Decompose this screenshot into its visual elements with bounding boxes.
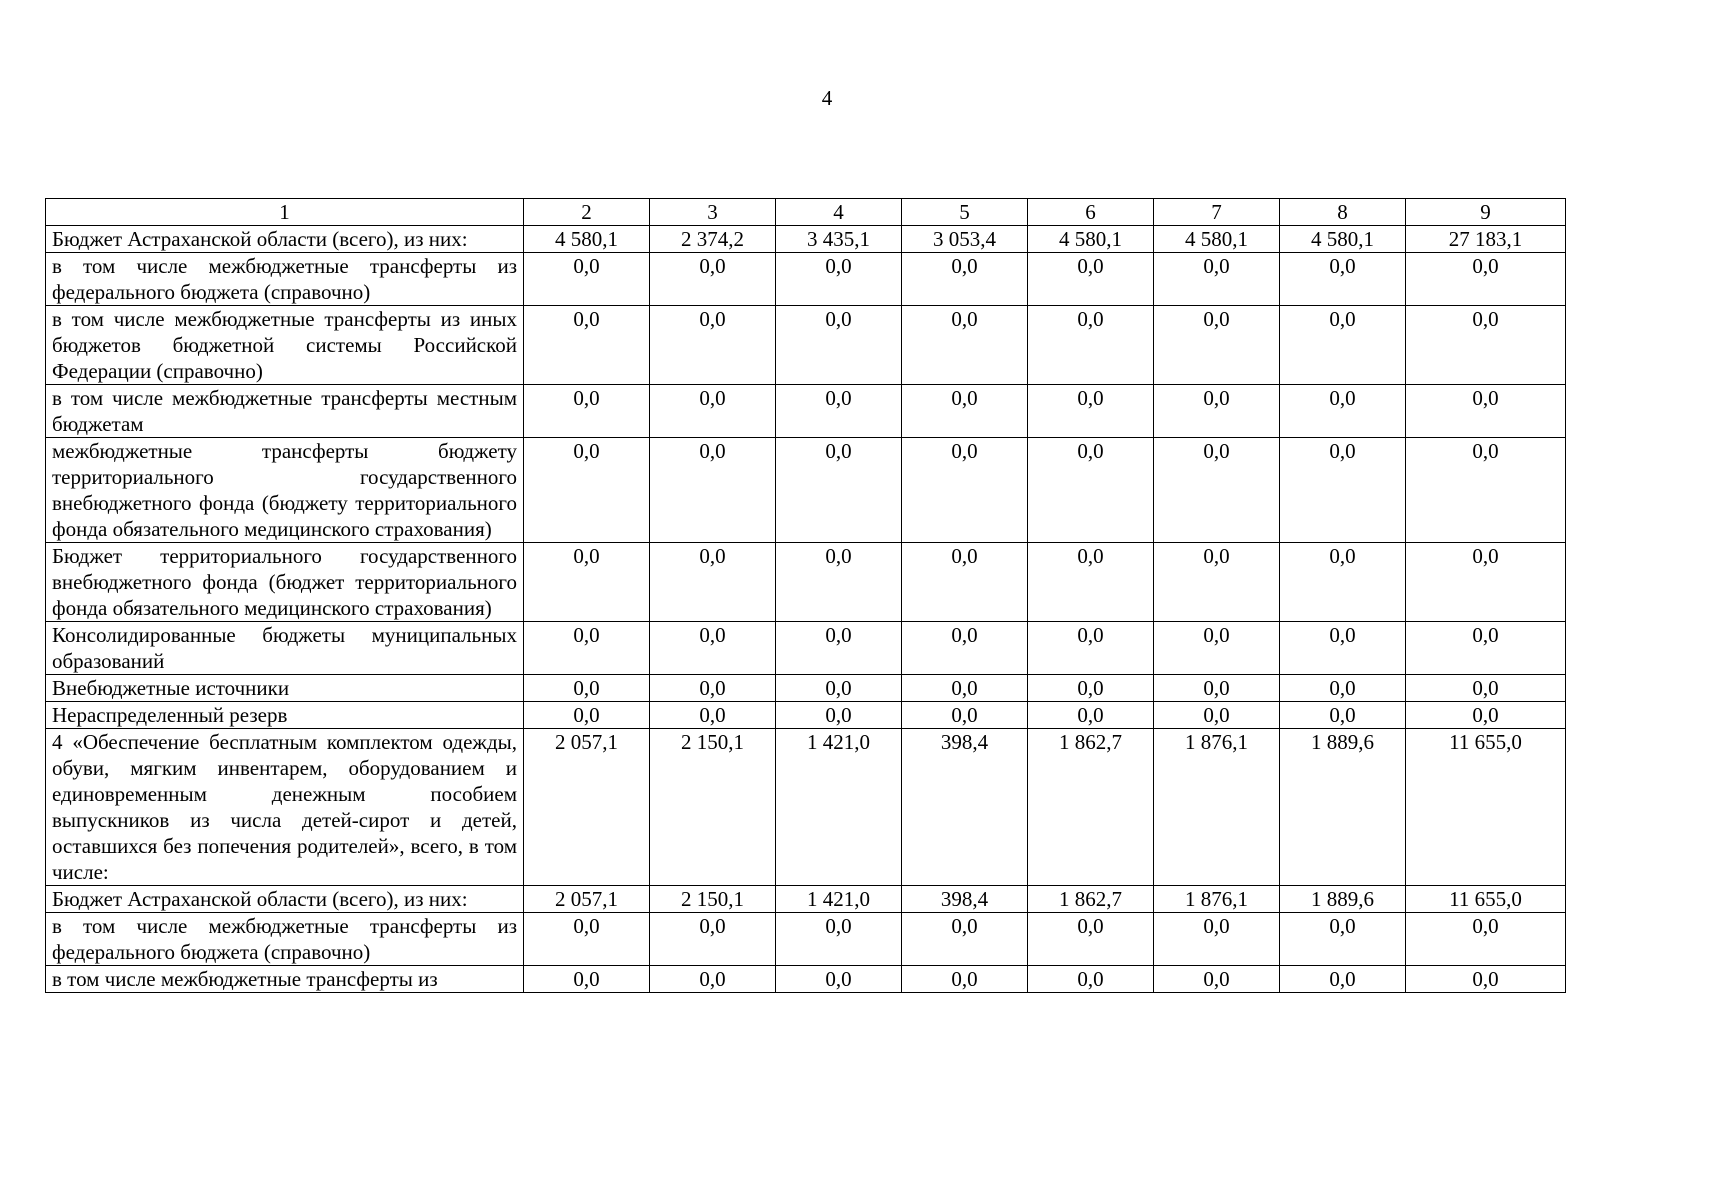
- value-cell: 0,0: [902, 438, 1028, 543]
- value-cell: 0,0: [650, 385, 776, 438]
- value-cell: 0,0: [1154, 385, 1280, 438]
- value-cell: 0,0: [650, 675, 776, 702]
- value-cell: 0,0: [524, 438, 650, 543]
- value-cell: 0,0: [902, 913, 1028, 966]
- column-header: 4: [776, 199, 902, 226]
- value-cell: 0,0: [1154, 622, 1280, 675]
- value-cell: 0,0: [1154, 702, 1280, 729]
- table-row: [46, 438, 1566, 543]
- value-cell: 0,0: [1280, 385, 1406, 438]
- value-cell: 0,0: [524, 253, 650, 306]
- value-cell: 0,0: [1154, 675, 1280, 702]
- value-cell: 0,0: [1154, 438, 1280, 543]
- value-cell: 0,0: [902, 966, 1028, 993]
- value-cell: 0,0: [776, 622, 902, 675]
- value-cell: 0,0: [524, 385, 650, 438]
- value-cell: 0,0: [650, 966, 776, 993]
- table-row: [46, 543, 1566, 622]
- row-label: межбюджетные трансферты бюджету территориального государственного внебюджетного фонда (бюджету территориального фонда обязательного медицинского страхования): [46, 438, 524, 543]
- value-cell: 2 150,1: [650, 729, 776, 886]
- value-cell: 0,0: [776, 913, 902, 966]
- value-cell: 0,0: [902, 306, 1028, 385]
- value-cell: 0,0: [524, 543, 650, 622]
- value-cell: 0,0: [650, 622, 776, 675]
- value-cell: 1 889,6: [1280, 886, 1406, 913]
- column-header: 8: [1280, 199, 1406, 226]
- value-cell: 0,0: [776, 306, 902, 385]
- table-row: [46, 886, 1566, 913]
- value-cell: 2 150,1: [650, 886, 776, 913]
- value-cell: 0,0: [524, 622, 650, 675]
- value-cell: 11 655,0: [1406, 729, 1566, 886]
- value-cell: 0,0: [1154, 543, 1280, 622]
- value-cell: 0,0: [524, 306, 650, 385]
- value-cell: 1 421,0: [776, 886, 902, 913]
- value-cell: 0,0: [902, 253, 1028, 306]
- value-cell: 0,0: [1028, 543, 1154, 622]
- value-cell: 4 580,1: [524, 226, 650, 253]
- value-cell: 0,0: [776, 702, 902, 729]
- value-cell: 0,0: [650, 306, 776, 385]
- value-cell: 0,0: [524, 675, 650, 702]
- value-cell: 1 889,6: [1280, 729, 1406, 886]
- value-cell: 0,0: [650, 543, 776, 622]
- row-label: Нераспределенный резерв: [46, 702, 524, 729]
- budget-table: [45, 198, 1566, 993]
- value-cell: 0,0: [1028, 438, 1154, 543]
- value-cell: 1 862,7: [1028, 886, 1154, 913]
- value-cell: 0,0: [1280, 306, 1406, 385]
- column-header: 3: [650, 199, 776, 226]
- value-cell: 4 580,1: [1280, 226, 1406, 253]
- value-cell: 0,0: [1406, 675, 1566, 702]
- table-row: [46, 966, 1566, 993]
- value-cell: 0,0: [1406, 438, 1566, 543]
- value-cell: 0,0: [1280, 702, 1406, 729]
- value-cell: 0,0: [1280, 253, 1406, 306]
- value-cell: 0,0: [1406, 253, 1566, 306]
- value-cell: 0,0: [1280, 913, 1406, 966]
- table-row: [46, 729, 1566, 886]
- value-cell: 3 053,4: [902, 226, 1028, 253]
- value-cell: 0,0: [650, 702, 776, 729]
- table-row: [46, 385, 1566, 438]
- value-cell: 0,0: [1280, 543, 1406, 622]
- row-label: в том числе межбюджетные трансферты из федерального бюджета (справочно): [46, 253, 524, 306]
- value-cell: 2 057,1: [524, 886, 650, 913]
- value-cell: 0,0: [1028, 622, 1154, 675]
- row-label: 4 «Обеспечение бесплатным комплектом одежды, обуви, мягким инвентарем, оборудованием и единовременным денежным пособием выпускников из числа детей-сирот и детей, оставшихся без попечения родителей», всего, в том числе:: [46, 729, 524, 886]
- column-header: 5: [902, 199, 1028, 226]
- value-cell: 0,0: [650, 913, 776, 966]
- value-cell: 2 057,1: [524, 729, 650, 886]
- value-cell: 0,0: [1406, 385, 1566, 438]
- column-header: 1: [46, 199, 524, 226]
- value-cell: 1 876,1: [1154, 886, 1280, 913]
- column-header: 2: [524, 199, 650, 226]
- row-label: в том числе межбюджетные трансферты местным бюджетам: [46, 385, 524, 438]
- row-label: в том числе межбюджетные трансферты из: [46, 966, 524, 993]
- value-cell: 0,0: [1406, 306, 1566, 385]
- value-cell: 0,0: [650, 438, 776, 543]
- column-header: 7: [1154, 199, 1280, 226]
- value-cell: 0,0: [1028, 702, 1154, 729]
- value-cell: 0,0: [1280, 622, 1406, 675]
- table-row: [46, 675, 1566, 702]
- value-cell: 0,0: [776, 438, 902, 543]
- value-cell: 0,0: [776, 385, 902, 438]
- table-row: [46, 253, 1566, 306]
- value-cell: 0,0: [1028, 675, 1154, 702]
- value-cell: 0,0: [1154, 913, 1280, 966]
- value-cell: 0,0: [902, 702, 1028, 729]
- value-cell: 0,0: [1406, 622, 1566, 675]
- table-row: [46, 622, 1566, 675]
- table-row: [46, 913, 1566, 966]
- value-cell: 0,0: [1406, 543, 1566, 622]
- value-cell: 4 580,1: [1028, 226, 1154, 253]
- value-cell: 398,4: [902, 886, 1028, 913]
- value-cell: 27 183,1: [1406, 226, 1566, 253]
- value-cell: 0,0: [902, 622, 1028, 675]
- value-cell: 0,0: [1406, 702, 1566, 729]
- value-cell: 1 876,1: [1154, 729, 1280, 886]
- value-cell: 0,0: [650, 253, 776, 306]
- value-cell: 2 374,2: [650, 226, 776, 253]
- value-cell: 0,0: [1280, 675, 1406, 702]
- table-row: [46, 226, 1566, 253]
- value-cell: 0,0: [1028, 306, 1154, 385]
- row-label: Бюджет территориального государственного внебюджетного фонда (бюджет территориального фонда обязательного медицинского страхования): [46, 543, 524, 622]
- table-row: [46, 702, 1566, 729]
- value-cell: 1 421,0: [776, 729, 902, 886]
- value-cell: 0,0: [1028, 966, 1154, 993]
- column-header: 9: [1406, 199, 1566, 226]
- row-label: Консолидированные бюджеты муниципальных образований: [46, 622, 524, 675]
- value-cell: 0,0: [524, 702, 650, 729]
- row-label: в том числе межбюджетные трансферты из иных бюджетов бюджетной системы Российской Федерации (справочно): [46, 306, 524, 385]
- value-cell: 0,0: [902, 675, 1028, 702]
- row-label: в том числе межбюджетные трансферты из федерального бюджета (справочно): [46, 913, 524, 966]
- value-cell: 0,0: [1280, 438, 1406, 543]
- table-row: [46, 306, 1566, 385]
- table-body: [46, 226, 1566, 993]
- value-cell: 0,0: [902, 385, 1028, 438]
- value-cell: 0,0: [776, 253, 902, 306]
- value-cell: 3 435,1: [776, 226, 902, 253]
- value-cell: 398,4: [902, 729, 1028, 886]
- row-label: Внебюджетные источники: [46, 675, 524, 702]
- value-cell: 0,0: [1154, 306, 1280, 385]
- row-label: Бюджет Астраханской области (всего), из них:: [46, 226, 524, 253]
- value-cell: 4 580,1: [1154, 226, 1280, 253]
- value-cell: 0,0: [1154, 253, 1280, 306]
- column-header: 6: [1028, 199, 1154, 226]
- value-cell: 0,0: [524, 966, 650, 993]
- value-cell: 0,0: [1406, 966, 1566, 993]
- value-cell: 0,0: [1280, 966, 1406, 993]
- table-header-row: [46, 199, 1566, 226]
- row-label: Бюджет Астраханской области (всего), из них:: [46, 886, 524, 913]
- value-cell: 0,0: [1028, 385, 1154, 438]
- value-cell: 0,0: [1028, 253, 1154, 306]
- value-cell: 0,0: [776, 543, 902, 622]
- value-cell: 0,0: [776, 675, 902, 702]
- value-cell: 0,0: [902, 543, 1028, 622]
- value-cell: 0,0: [776, 966, 902, 993]
- value-cell: 1 862,7: [1028, 729, 1154, 886]
- value-cell: 0,0: [1028, 913, 1154, 966]
- value-cell: 0,0: [1154, 966, 1280, 993]
- value-cell: 0,0: [1406, 913, 1566, 966]
- value-cell: 0,0: [524, 913, 650, 966]
- value-cell: 11 655,0: [1406, 886, 1566, 913]
- page-number: 4: [821, 86, 833, 110]
